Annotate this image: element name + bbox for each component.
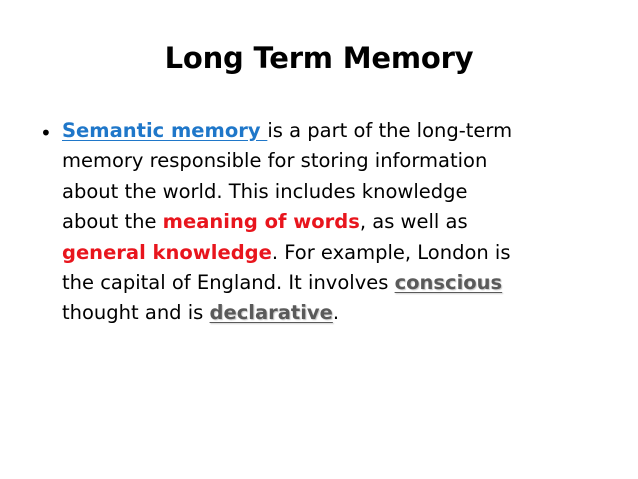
bullet-point-icon: •: [40, 121, 52, 145]
key-term: Semantic memory: [62, 119, 268, 142]
body-text-segment: thought and is: [62, 301, 210, 325]
body-text-segment: about the world. This includes knowledge: [62, 179, 468, 203]
body-text-segment: memory responsible for storing information: [62, 149, 488, 173]
body-line: [62, 116, 622, 146]
key-term: declarative: [209, 301, 333, 325]
body-text-segment: is a part of the long-term: [267, 119, 513, 142]
body-text-segment: . For example, London is: [271, 240, 511, 264]
body-text-segment: the capital of England. It involves: [62, 271, 395, 295]
body-paragraph: [62, 116, 622, 329]
slide-title: Long Term Memory: [164, 41, 474, 75]
body-line: [62, 177, 622, 207]
body-line: [62, 207, 622, 237]
body-line: [62, 146, 622, 176]
key-term: conscious: [394, 271, 503, 295]
key-term: meaning of words: [162, 210, 360, 234]
body-text-segment: .: [332, 301, 340, 325]
body-text-segment: , as well as: [359, 210, 468, 234]
body-line: [62, 298, 622, 328]
key-term: general knowledge: [62, 240, 272, 264]
body-text-segment: about the: [62, 210, 163, 234]
body-line: [62, 238, 622, 268]
body-line: [62, 268, 622, 298]
